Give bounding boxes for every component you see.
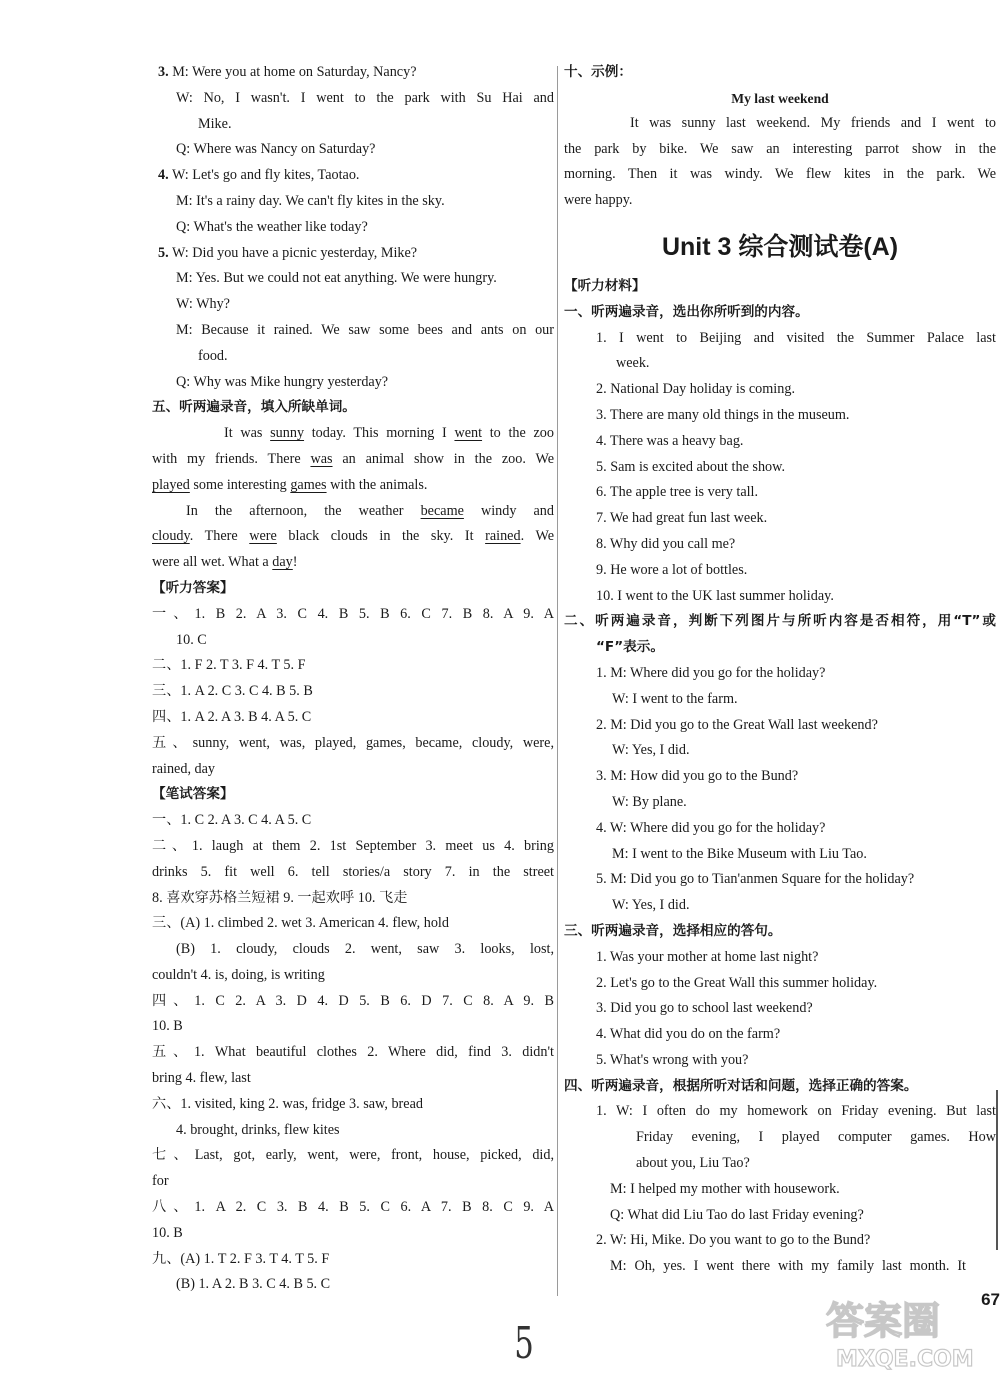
dialogue-line: 2. M: Did you go to the Great Wall last weekend?	[596, 716, 878, 733]
dialogue-line: W: I went to the farm.	[612, 690, 738, 707]
sentence-item: 4. There was a heavy bag.	[596, 432, 744, 449]
answer-line: (B) 1. A 2. B 3. C 4. B 5. C	[176, 1276, 331, 1293]
answer-line: 10. C	[176, 631, 207, 648]
answer-line: 4. brought, drinks, flew kites	[176, 1121, 340, 1138]
answer-line: 五、sunny, went, was, played, games, became, cloudy, were,	[152, 734, 554, 751]
answer-line: drinks 5. fit well 6. tell stories/a story 7. in the street	[152, 863, 554, 880]
answer-line: 一、1. C 2. A 3. C 4. A 5. C	[152, 812, 312, 829]
answer-line: 六、1. visited, king 2. was, fridge 3. saw, bread	[152, 1095, 423, 1112]
column-divider	[557, 66, 558, 1296]
essay-line: the park by bike. We saw an interesting parrot show in the	[564, 140, 996, 157]
answer-line: 8. 喜欢穿苏格兰短裙 9. 一起欢呼 10. 飞走	[152, 889, 408, 906]
dialogue-line: 3. M: Were you at home on Saturday, Nancy?	[158, 64, 417, 80]
answer-line: 九、(A) 1. T 2. F 3. T 4. T 5. F	[152, 1250, 330, 1267]
left-column	[152, 60, 554, 1298]
dialogue-line: about you, Liu Tao?	[636, 1155, 750, 1172]
dialogue-line: 5. M: Did you go to Tian'anmen Square for the holiday?	[596, 871, 915, 888]
answer-line: 八、1. A 2. C 3. B 4. B 5. C 6. A 7. B 8. C 9. A	[152, 1199, 554, 1216]
section-title: 五、听两遍录音，填入所缺单词。	[152, 399, 356, 416]
passage-line: with my friends. There was an animal show in the zoo. We	[152, 450, 554, 467]
answer-line: 七、Last, got, early, went, were, front, house, picked, did,	[152, 1147, 554, 1164]
watermark-logo	[796, 1290, 996, 1374]
dialogue-line: 4. W: Let's go and fly kites, Taotao.	[158, 167, 360, 184]
answer-line: bring 4. flew, last	[152, 1070, 251, 1087]
answer-line: 一、1. B 2. A 3. C 4. B 5. B 6. C 7. B 8. A 9. A	[152, 605, 554, 622]
page-number: 67	[981, 1290, 1000, 1309]
sentence-item: 6. The apple tree is very tall.	[596, 484, 759, 501]
sentence-item: 3. There are many old things in the museum.	[596, 406, 850, 423]
dialogue-line: 4. W: Where did you go for the holiday?	[596, 819, 826, 836]
written-answers-header: 【笔试答案】	[152, 786, 234, 803]
section-title: “F”表示。	[596, 639, 664, 656]
sentence-item: week.	[616, 355, 650, 372]
passage-line: played some interesting games with the animals.	[152, 476, 428, 493]
dialogue-line: 1. M: Where did you go for the holiday?	[596, 664, 826, 681]
section-title: 十、示例：	[564, 64, 632, 80]
answer-line: (B) 1. cloudy, clouds 2. went, saw 3. looks, lost,	[176, 941, 554, 958]
passage-line: were all wet. What a day!	[152, 554, 298, 571]
dialogue-line: 1. W: I often do my homework on Friday evening. But last	[596, 1103, 996, 1120]
sentence-item: 7. We had great fun last week.	[596, 510, 768, 527]
sentence-item: 10. I went to the UK last summer holiday.	[596, 587, 834, 604]
answer-line: 五、1. What beautiful clothes 2. Where did, find 3. didn't	[152, 1044, 554, 1061]
dialogue-question: Q: What did Liu Tao do last Friday evening?	[610, 1206, 864, 1223]
section-title: 三、听两遍录音，选择相应的答句。	[564, 922, 782, 939]
dialogue-line: 2. W: Hi, Mike. Do you want to go to the Bund?	[596, 1232, 871, 1249]
sentence-item: 4. What did you do on the farm?	[596, 1026, 781, 1043]
dialogue-line: W: No, I wasn't. I went to the park with Su Hai and	[176, 89, 554, 106]
dialogue-line: food.	[198, 347, 228, 364]
answer-line: 三、(A) 1. climbed 2. wet 3. American 4. flew, hold	[152, 915, 449, 932]
dialogue-line: M: I went to the Bike Museum with Liu Tao.	[612, 845, 867, 862]
section-title: 二、听两遍录音，判断下列图片与所听内容是否相符，用“T”或	[564, 613, 996, 630]
passage-line: It was sunny today. This morning I went to the zoo	[224, 425, 554, 442]
dialogue-line: Friday evening, I played computer games. How	[636, 1129, 996, 1146]
answer-line: 二、1. F 2. T 3. F 4. T 5. F	[152, 657, 306, 674]
svg-text:MXQE.COM: MXQE.COM	[836, 1347, 974, 1372]
dialogue-question: Q: Why was Mike hungry yesterday?	[176, 373, 389, 390]
handwritten-mark: 5	[514, 1318, 534, 1369]
listening-materials-header: 【听力材料】	[564, 277, 646, 294]
sentence-item: 1. Was your mother at home last night?	[596, 948, 819, 965]
essay-line: were happy.	[564, 192, 633, 209]
sentence-item: 5. Sam is excited about the show.	[596, 458, 786, 475]
dialogue-line: W: Yes, I did.	[612, 897, 690, 914]
answer-line: couldn't 4. is, doing, is writing	[152, 966, 325, 983]
essay-title: My last weekend	[731, 90, 829, 106]
dialogue-line: Mike.	[198, 115, 232, 132]
svg-text:答案圈: 答案圈	[826, 1299, 941, 1343]
right-column	[564, 60, 996, 1280]
dialogue-line: M: Oh, yes. I went there with my family last month. It	[610, 1258, 966, 1275]
sentence-item: 9. He wore a lot of bottles.	[596, 561, 748, 578]
unit-title: Unit 3 综合测试卷(A)	[661, 232, 899, 261]
dialogue-line: 5. W: Did you have a picnic yesterday, Mike?	[158, 244, 418, 261]
answer-line: rained, day	[152, 760, 216, 777]
dialogue-question: Q: Where was Nancy on Saturday?	[176, 141, 376, 158]
essay-line: It was sunny last weekend. My friends and I went to	[630, 114, 996, 131]
passage-line: In the afternoon, the weather became windy and	[186, 502, 554, 519]
answer-line: 四、1. C 2. A 3. D 4. D 5. B 6. D 7. C 8. A 9. B	[152, 992, 554, 1009]
essay-line: morning. Then it was windy. We flew kites in the park. We	[564, 166, 996, 183]
section-title: 四、听两遍录音，根据所听对话和问题，选择正确的答案。	[564, 1077, 918, 1094]
dialogue-question: Q: What's the weather like today?	[176, 218, 368, 235]
dialogue-line: M: Because it rained. We saw some bees and ants on our	[176, 321, 554, 338]
section-title: 一、听两遍录音，选出你所听到的内容。	[564, 303, 809, 320]
answer-line: for	[152, 1173, 169, 1190]
dialogue-line: M: Yes. But we could not eat anything. We were hungry.	[176, 270, 497, 287]
dialogue-line: W: By plane.	[612, 793, 687, 810]
sentence-item: 1. I went to Beijing and visited the Summer Palace last	[596, 329, 996, 346]
answer-line: 10. B	[152, 1224, 183, 1241]
answer-line: 三、1. A 2. C 3. C 4. B 5. B	[152, 683, 313, 700]
sentence-item: 8. Why did you call me?	[596, 535, 736, 552]
answer-line: 二、1. laugh at them 2. 1st September 3. meet us 4. bring	[152, 837, 554, 854]
dialogue-line: M: It's a rainy day. We can't fly kites in the sky.	[176, 192, 445, 209]
dialogue-line: W: Why?	[176, 296, 230, 313]
sentence-item: 2. National Day holiday is coming.	[596, 381, 795, 398]
dialogue-line: 3. M: How did you go to the Bund?	[596, 768, 799, 785]
dialogue-line: W: Yes, I did.	[612, 742, 690, 759]
page-edge-mark	[996, 1090, 998, 1250]
passage-line: cloudy. There were black clouds in the sky. It rained. We	[152, 528, 554, 545]
dialogue-line: M: I helped my mother with housework.	[610, 1180, 840, 1197]
answer-line: 10. B	[152, 1018, 183, 1035]
answer-line: 四、1. A 2. A 3. B 4. A 5. C	[152, 708, 312, 725]
listening-answers-header: 【听力答案】	[152, 579, 234, 596]
sentence-item: 3. Did you go to school last weekend?	[596, 1000, 813, 1017]
sentence-item: 5. What's wrong with you?	[596, 1051, 749, 1068]
sentence-item: 2. Let's go to the Great Wall this summer holiday.	[596, 974, 878, 991]
